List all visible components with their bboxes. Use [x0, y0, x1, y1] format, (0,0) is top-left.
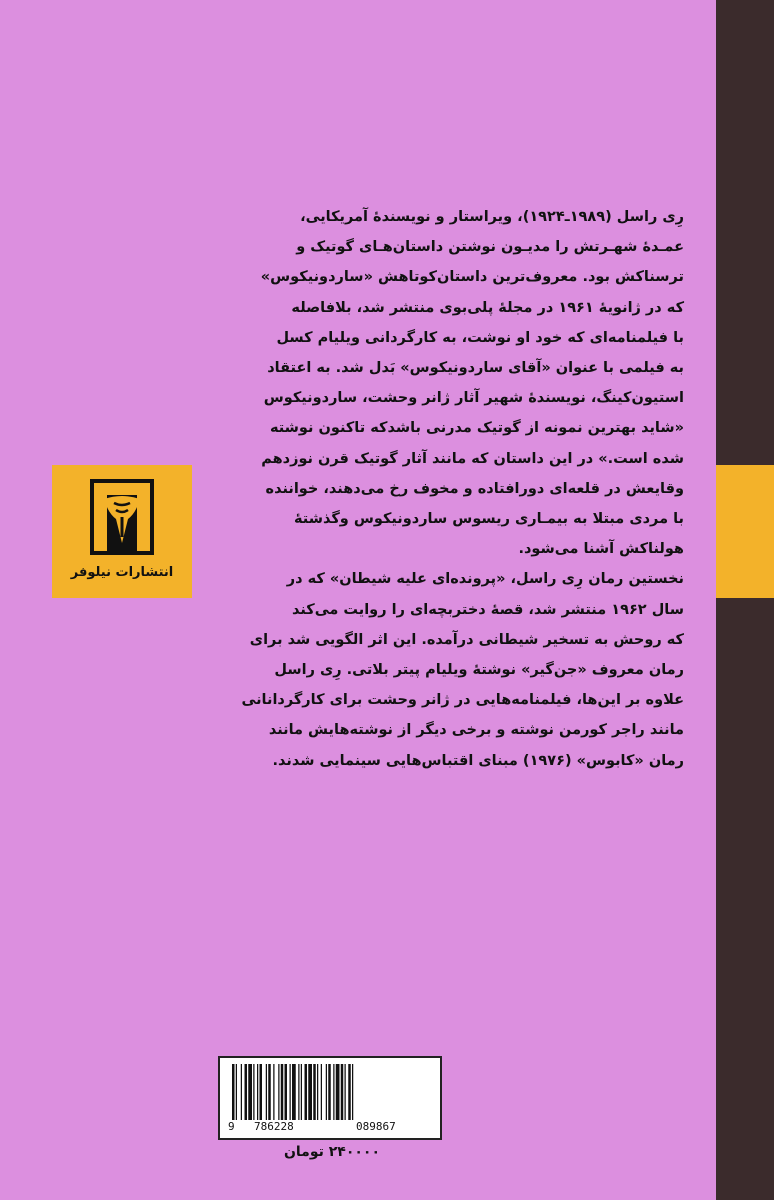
barcode-bar	[352, 1064, 353, 1120]
description-line: که روحش به تسخیر شیطانی درآمده. این اثر الگویی شد برای	[249, 631, 684, 648]
barcode-bar	[308, 1064, 312, 1120]
barcode-bar	[348, 1064, 351, 1120]
barcode-bar	[232, 1064, 235, 1120]
barcode-bar	[298, 1064, 299, 1120]
description-line: نخستین رمان رِی راسل، «پرونده‌ای علیه شیطان» که در	[286, 571, 684, 588]
barcode-bar	[281, 1064, 284, 1120]
spine-color-band	[716, 465, 774, 598]
description-line: رِی راسل (۱۹۸۹ـ۱۹۲۴)، ویراستار و نویسندهٔ آمریکایی،	[300, 209, 684, 225]
description-line: رمان «کابوس» (۱۹۷۶) مبنای اقتباس‌هایی سینمایی شدند.	[272, 752, 684, 769]
barcode-bar	[241, 1064, 242, 1120]
description-paragraph-1	[228, 202, 684, 564]
description-line: که در ژانویهٔ ۱۹۶۱ در مجلهٔ پلی‌بوی منتشر شد، بلافاصله	[291, 299, 684, 316]
barcode-digit-first: 9	[228, 1120, 235, 1133]
barcode-bar	[345, 1064, 346, 1120]
description-line: هولناکش آشنا می‌شود.	[518, 541, 684, 558]
description-line: با مردی مبتلا به بیمـاری ریسوس ساردونیکوس وگذشتهٔ	[294, 511, 684, 528]
description-line: سال ۱۹۶۲ منتشر شد، قصهٔ دختربچه‌ای را روایت می‌کند	[292, 601, 684, 618]
barcode-bar	[326, 1064, 327, 1120]
description-line: وقایعش در قلعه‌ای دورافتاده و مخوف رخ می‌دهند، خواننده	[265, 480, 684, 497]
description-line: «شاید بهترین نمونه از گوتیک مدرنی باشدکه تاکنون نوشته	[269, 420, 684, 437]
barcode-bar	[260, 1064, 263, 1120]
description-paragraph-2	[228, 564, 684, 775]
barcode-bar	[333, 1064, 334, 1120]
barcode-bar	[268, 1064, 271, 1120]
description-line: استیون‌کینگ، نویسندهٔ شهیر آثار ژانر وحشت، ساردونیکوس	[263, 390, 684, 407]
back-cover-description	[228, 202, 684, 776]
barcode-bar	[236, 1064, 237, 1120]
publisher-name: انتشارات نیلوفر	[70, 565, 174, 580]
description-line: با فیلمنامه‌ای که خود او نوشت، به کارگردانی ویلیام کسل	[276, 329, 684, 346]
description-line: به فیلمی با عنوان «آقای ساردونیکوس» بَدل شد. به اعتقاد	[267, 360, 684, 377]
barcode-bar	[328, 1064, 331, 1120]
barcode-digits-group-2: 089867	[356, 1120, 396, 1133]
barcode-box	[218, 1056, 442, 1140]
barcode-bar	[321, 1064, 322, 1120]
publisher-badge	[52, 465, 192, 598]
barcode-bar	[257, 1064, 258, 1120]
barcode-digits-group-1: 786228	[254, 1120, 294, 1133]
barcode-bar	[248, 1064, 252, 1120]
barcode-bar	[273, 1064, 274, 1120]
barcode-bar	[317, 1064, 318, 1120]
description-line: ترسناکش بود. معروف‌ترین داستان‌کوتاهش «ساردونیکوس»	[260, 269, 684, 286]
book-spine	[716, 0, 774, 1200]
description-line: رمان معروف «جن‌گیر» نوشتهٔ ویلیام پیتر بلاتی. رِی راسل	[274, 662, 684, 679]
barcode-bar	[278, 1064, 279, 1120]
barcode-digits	[228, 1120, 434, 1136]
description-line: مانند راجر کورمن نوشته و برخی دیگر از نوشته‌هایش مانند	[268, 722, 684, 739]
barcode-bar	[292, 1064, 296, 1120]
barcode-bar	[301, 1064, 302, 1120]
barcode-bar	[285, 1064, 288, 1120]
niloofar-logo-icon	[90, 479, 154, 555]
description-line: علاوه بر این‌ها، فیلمنامه‌هایی در ژانر وحشت برای کارگردانانی	[241, 692, 684, 709]
barcode-bar	[341, 1064, 344, 1120]
barcode-bar	[245, 1064, 248, 1120]
barcode-bar	[305, 1064, 308, 1120]
barcode-bar	[313, 1064, 316, 1120]
barcode-bar	[253, 1064, 254, 1120]
barcode-bar	[336, 1064, 340, 1120]
price-label: ۲۴۰۰۰۰ تومان	[283, 1144, 381, 1160]
description-line: عمـدهٔ شهـرتش را مدیـون نوشتن داستان‌هـای گوتیک و	[296, 239, 684, 256]
barcode	[230, 1064, 430, 1120]
barcode-bar	[290, 1064, 291, 1120]
barcode-bar	[266, 1064, 267, 1120]
description-line: شده است.» در این داستان که مانند آثار گوتیک قرن نوزدهم	[261, 450, 684, 467]
